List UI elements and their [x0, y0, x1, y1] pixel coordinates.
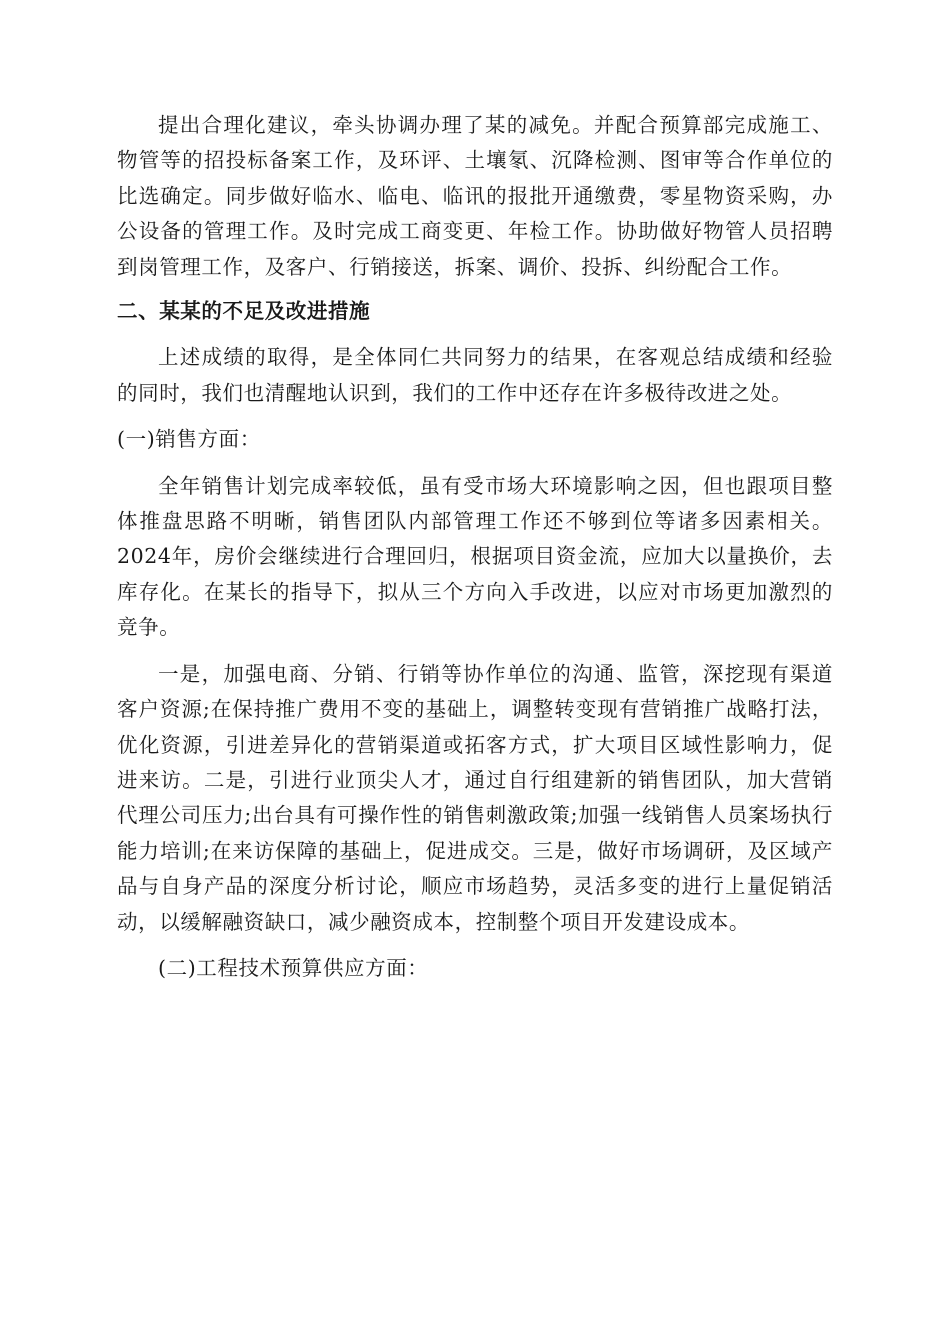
subheading-engineering: (二)工程技术预算供应方面：: [158, 955, 429, 980]
paragraph-admin-work: 提出合理化建议，牵头协调办理了某的减免。并配合预算部完成施工、物管等的招投标备案工作，及环评、土壤氡、沉降检测、图审等合作单位的比选确定。同步做好临水、临电、临讯的报批开通缴费，零星物资采购，办公设备的管理工作。及时完成工商变更、年检工作。协助做好物管人员招聘到岗管理工作，及客户、行销接送，拆案、调价、投拆、纠纷配合工作。: [117, 113, 833, 279]
paragraph-sales-measures: 一是，加强电商、分销、行销等协作单位的沟通、监管，深挖现有渠道客户资源;在保持推广费用不变的基础上，调整转变现有营销推广战略打法，优化资源，引进差异化的营销渠道或拓客方式，扩大项目区域性影响力，促进来访。二是，引进行业顶尖人才，通过自行组建新的销售团队，加大营销代理公司压力;出台具有可操作性的销售刺激政策;加强一线销售人员案场执行能力培训;在来访保障的基础上，促进成交。三是，做好市场调研，及区域产品与自身产品的深度分析讨论，顺应市场趋势，灵活多变的进行上量促销活动，以缓解融资缺口，减少融资成本，控制整个项目开发建设成本。: [117, 661, 833, 934]
subheading-sales: (一)销售方面：: [117, 427, 261, 452]
spacer: [117, 329, 833, 340]
spacer: [117, 285, 833, 294]
spacer: [117, 458, 833, 469]
document-page: [117, 108, 833, 986]
spacer: [117, 646, 833, 657]
spacer: [117, 940, 833, 951]
section-heading-shortcomings: 二、某某的不足及改进措施: [117, 299, 371, 324]
spacer: [117, 411, 833, 422]
paragraph-sales-analysis: 全年销售计划完成率较低，虽有受市场大环境影响之因，但也跟项目整体推盘思路不明晰，销售团队内部管理工作还不够到位等诸多因素相关。2024年，房价会继续进行合理回归，根据项目资金流，应加大以量换价，去库存化。在某长的指导下，拟从三个方向入手改进，以应对市场更加激烈的竞争。: [117, 473, 833, 640]
paragraph-summary: 上述成绩的取得，是全体同仁共同努力的结果，在客观总结成绩和经验的同时，我们也清醒地认识到，我们的工作中还存在许多极待改进之处。: [117, 345, 833, 405]
